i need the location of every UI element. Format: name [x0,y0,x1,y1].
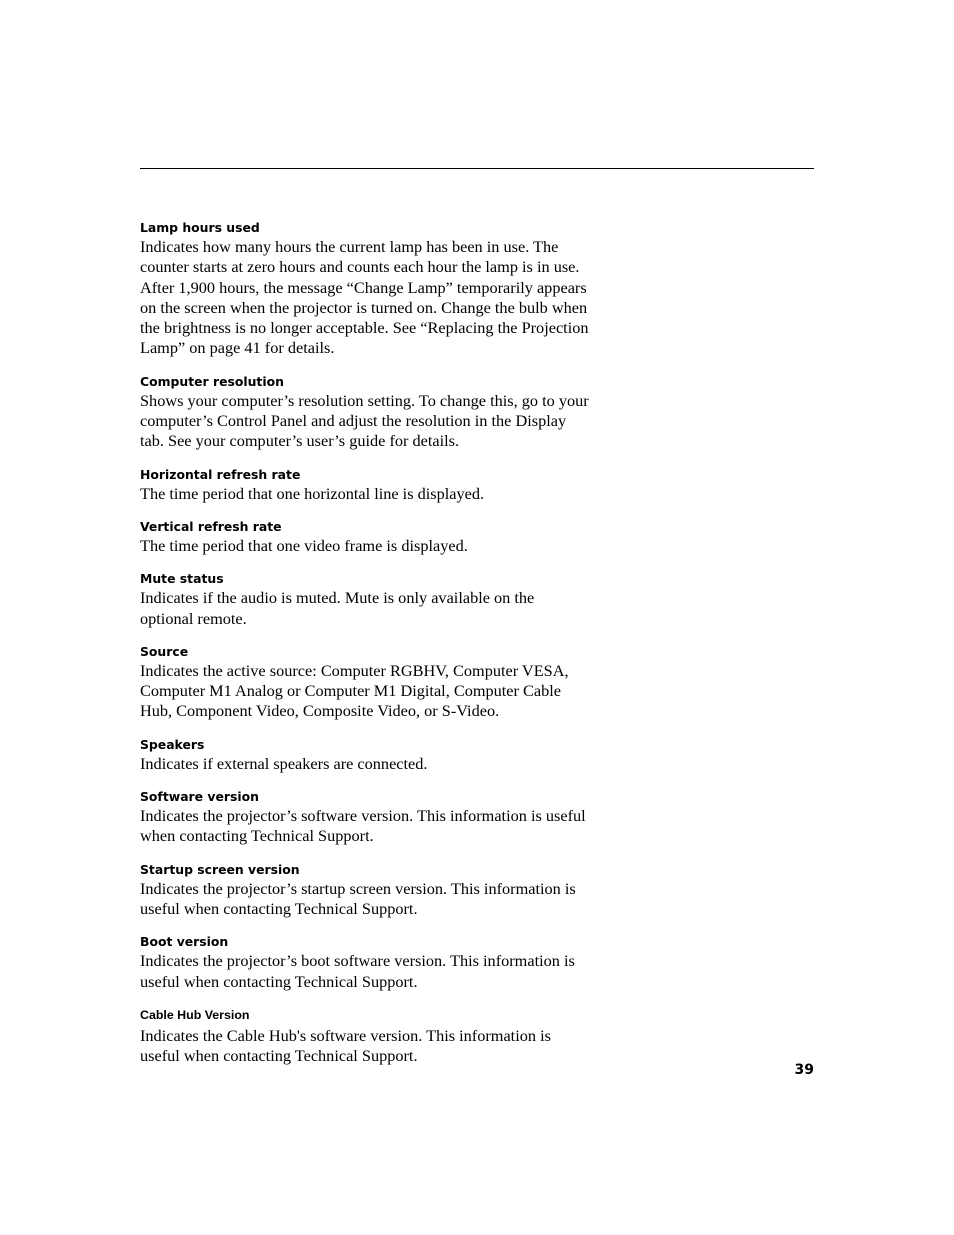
section-speakers [140,736,590,774]
section-mute-status [140,570,590,629]
section-heading: Boot version [140,934,229,950]
section-heading: Source [140,643,189,659]
section-heading: Mute status [140,571,224,587]
page-number: 39 [794,1062,814,1078]
section-startup-screen-version [140,861,590,920]
section-body: Indicates the projector’s software version. This information is useful when contacting Technical Support. [140,806,586,846]
section-heading: Startup screen version [140,861,300,877]
header-rule [140,168,814,169]
section-body: Indicates if external speakers are connected. [140,753,428,773]
section-lamp-hours-used [140,219,590,359]
section-computer-resolution [140,373,590,452]
section-heading: Speakers [140,736,205,752]
section-heading: Cable Hub Version [140,1007,250,1022]
section-body: The time period that one horizontal line is displayed. [140,483,485,503]
section-heading: Horizontal refresh rate [140,466,301,482]
section-source [140,643,590,722]
section-boot-version [140,933,590,992]
section-heading: Computer resolution [140,373,284,389]
section-vertical-refresh-rate [140,518,590,556]
section-body: Indicates the projector’s boot software version. This information is useful when contacting Technical Support. [140,951,575,991]
section-body: Indicates the projector’s startup screen version. This information is useful when contacting Technical Support. [140,878,576,918]
section-body: Indicates if the audio is muted. Mute is only available on the optional remote. [140,588,535,628]
section-body: Shows your computer’s resolution setting. To change this, go to your computer’s Control Panel and adjust the resolution in the Display tab. See your computer’s user’s guide for details. [140,390,589,451]
section-software-version [140,788,590,847]
section-body: The time period that one video frame is displayed. [140,535,468,555]
section-horizontal-refresh-rate [140,466,590,504]
main-content [140,219,590,1080]
section-heading: Software version [140,789,259,805]
section-cable-hub-version [140,1006,590,1067]
section-heading: Vertical refresh rate [140,518,282,534]
section-body: Indicates the active source: Computer RGBHV, Computer VESA, Computer M1 Analog or Computer M1 Digital, Computer Cable Hub, Component Video, Composite Video, or S-Video. [140,660,569,721]
section-body: Indicates how many hours the current lamp has been in use. The counter starts at zero hours and counts each hour the lamp is in use. After 1,900 hours, the message “Change Lamp” temporarily appears on the screen when the projector is turned on. Change the bulb when the brightness is no longer acceptable. See “Replacing the Projection Lamp” on page 41 for details. [140,237,589,358]
section-heading: Lamp hours used [140,220,260,235]
section-body: Indicates the Cable Hub's software version. This information is useful when contacting Technical Support. [140,1025,551,1066]
